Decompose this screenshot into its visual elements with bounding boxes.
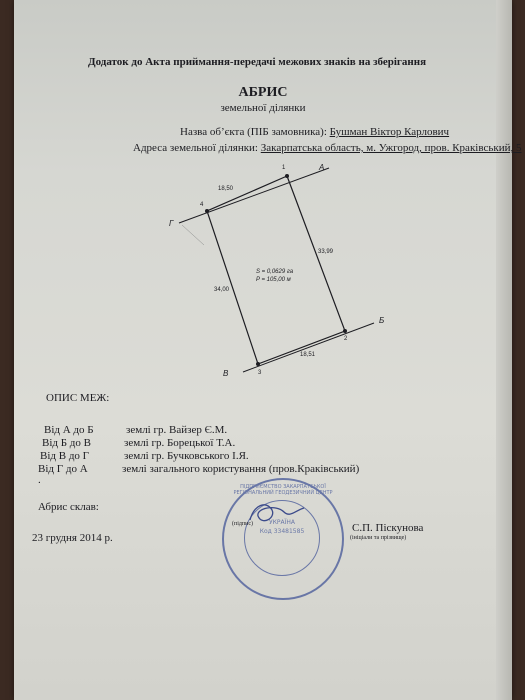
boundary-from-to: Від А до Б xyxy=(44,424,94,436)
boundaries-heading: ОПИС МЕЖ: xyxy=(46,392,110,404)
point-4-label: 4 xyxy=(200,202,204,208)
boundary-desc: землі гр. Вайзер Є.М. xyxy=(126,424,228,436)
point-2-label: 2 xyxy=(344,336,348,342)
boundary-from-to: Від Б до В xyxy=(42,437,91,449)
stray-dot: . xyxy=(38,474,41,486)
area-text: S = 0,0629 га xyxy=(256,269,294,275)
owner-value: Бушман Віктор Карлович xyxy=(329,126,450,138)
annex-title: Додаток до Акта приймання-передачі межових знаків на зберігання xyxy=(88,56,427,68)
address-label: Адреса земельної ділянки: xyxy=(133,142,258,154)
side-3-4-length: 34,00 xyxy=(214,287,230,293)
boundary-desc: землі загального користування (пров.Краківський) xyxy=(122,463,360,475)
signature-date: 23 грудня 2014 р. xyxy=(32,532,113,544)
signature-hint: (підпис) xyxy=(232,521,254,527)
signer-name: С.П. Піскунова xyxy=(352,522,424,534)
handwritten-signature xyxy=(14,0,512,700)
stamp-center-text: УКРАЇНА xyxy=(268,519,296,526)
address-value: Закарпатська область, м. Ужгород, пров. Краківський, 5 xyxy=(260,142,522,154)
boundary-from-to: Від Г до А xyxy=(38,463,88,475)
compiled-by-label: Абрис склав: xyxy=(38,501,99,513)
boundary-from-to: Від В до Г xyxy=(40,450,90,462)
direction-b: Б xyxy=(379,316,385,325)
owner-label: Назва об’єкта (ПІБ замовника): xyxy=(180,126,327,138)
direction-v: В xyxy=(223,369,229,378)
stamp-code: Код 33481585 xyxy=(259,528,305,535)
document-title: АБРИС xyxy=(238,85,288,100)
direction-g: Г xyxy=(169,219,174,228)
side-2-3-length: 18,51 xyxy=(300,352,316,358)
document-subtitle: земельної ділянки xyxy=(220,102,306,114)
signer-name-hint: (ініціали та прізвище) xyxy=(350,535,407,541)
side-1-2-length: 33,99 xyxy=(318,249,334,255)
direction-a: А xyxy=(319,163,325,172)
signature-stroke xyxy=(250,505,304,521)
point-3-label: 3 xyxy=(258,370,262,376)
document-page xyxy=(14,0,522,700)
stamp-ring-text: ПІДПРИЄМСТВО ЗАКАРПАТСЬКОЇ РЕГІОНАЛЬНИЙ ГЕОДЕЗИЧНИЙ ЦЕНТР xyxy=(233,484,333,496)
perimeter-text: P = 105,00 м xyxy=(256,277,291,283)
side-1-4-length: 18,50 xyxy=(218,186,234,192)
boundary-desc: землі гр. Бучковського І.Я. xyxy=(124,450,249,462)
boundary-desc: землі гр. Борецької Т.А. xyxy=(124,437,236,449)
point-1-label: 1 xyxy=(282,165,286,171)
